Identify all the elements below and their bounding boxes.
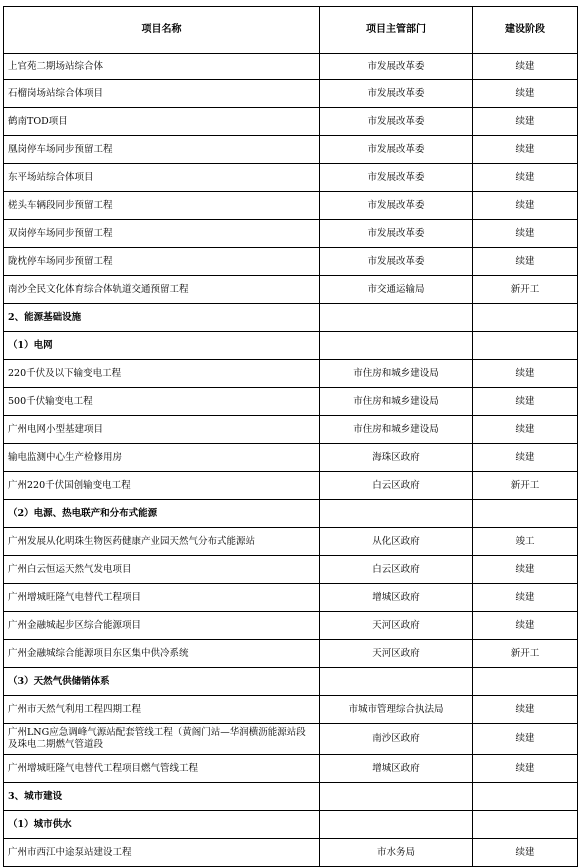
project-department — [320, 332, 473, 360]
project-name: 广州市西江中途泵站建设工程 — [4, 839, 320, 867]
project-stage: 续建 — [473, 192, 578, 220]
project-stage — [473, 500, 578, 528]
project-stage: 续建 — [473, 724, 578, 755]
project-stage: 新开工 — [473, 472, 578, 500]
project-name: 220千伏及以下输变电工程 — [4, 360, 320, 388]
project-name: 凰岗停车场同步预留工程 — [4, 136, 320, 164]
project-stage: 续建 — [473, 612, 578, 640]
section-title: （2）电源、热电联产和分布式能源 — [4, 500, 320, 528]
project-name: 广州LNG应急调峰气源站配套管线工程（黄阁门站—华润横沥能源站段及珠电二期燃气管道段 — [4, 724, 320, 755]
project-department: 海珠区政府 — [320, 444, 473, 472]
project-name: 广州电网小型基建项目 — [4, 416, 320, 444]
project-department: 白云区政府 — [320, 472, 473, 500]
project-stage — [473, 304, 578, 332]
section-title: 3、城市建设 — [4, 783, 320, 811]
table-row — [4, 220, 578, 248]
section-row — [4, 500, 578, 528]
project-department: 白云区政府 — [320, 556, 473, 584]
project-department: 增城区政府 — [320, 584, 473, 612]
project-stage: 续建 — [473, 755, 578, 783]
project-table — [3, 6, 578, 867]
project-name: 陇枕停车场同步预留工程 — [4, 248, 320, 276]
section-title: （1）城市供水 — [4, 811, 320, 839]
project-department: 市发展改革委 — [320, 248, 473, 276]
project-name: 东平场站综合体项目 — [4, 164, 320, 192]
table-row — [4, 360, 578, 388]
table-row — [4, 388, 578, 416]
project-stage: 新开工 — [473, 276, 578, 304]
project-name: 鹤南TOD项目 — [4, 108, 320, 136]
project-department — [320, 811, 473, 839]
project-stage: 续建 — [473, 556, 578, 584]
project-stage — [473, 332, 578, 360]
project-stage: 续建 — [473, 696, 578, 724]
project-stage — [473, 811, 578, 839]
project-name: 广州增城旺隆气电替代工程项目燃气管线工程 — [4, 755, 320, 783]
project-department — [320, 668, 473, 696]
project-name: 500千伏输变电工程 — [4, 388, 320, 416]
project-name: 广州金融城综合能源项目东区集中供冷系统 — [4, 640, 320, 668]
table-row — [4, 556, 578, 584]
project-stage — [473, 783, 578, 811]
project-stage: 竣工 — [473, 528, 578, 556]
project-department: 天河区政府 — [320, 612, 473, 640]
project-name: 上官苑二期场站综合体 — [4, 54, 320, 80]
table-row — [4, 54, 578, 80]
project-stage: 续建 — [473, 164, 578, 192]
project-department — [320, 500, 473, 528]
project-stage: 新开工 — [473, 640, 578, 668]
table-row — [4, 108, 578, 136]
section-title: 2、能源基础设施 — [4, 304, 320, 332]
table-row — [4, 80, 578, 108]
section-row — [4, 668, 578, 696]
project-stage: 续建 — [473, 108, 578, 136]
project-department: 市发展改革委 — [320, 164, 473, 192]
project-stage: 续建 — [473, 248, 578, 276]
project-department: 市住房和城乡建设局 — [320, 360, 473, 388]
project-name: 广州发展从化明珠生物医药健康产业园天然气分布式能源站 — [4, 528, 320, 556]
section-title: （1）电网 — [4, 332, 320, 360]
section-title: （3）天然气供储销体系 — [4, 668, 320, 696]
table-row — [4, 248, 578, 276]
section-row — [4, 332, 578, 360]
project-stage — [473, 668, 578, 696]
table-row — [4, 164, 578, 192]
project-name: 双岗停车场同步预留工程 — [4, 220, 320, 248]
project-stage: 续建 — [473, 360, 578, 388]
project-department: 市发展改革委 — [320, 136, 473, 164]
project-stage: 续建 — [473, 80, 578, 108]
table-row — [4, 472, 578, 500]
project-name: 广州白云恒运天然气发电项目 — [4, 556, 320, 584]
project-department: 市发展改革委 — [320, 54, 473, 80]
project-department: 市发展改革委 — [320, 108, 473, 136]
table-row — [4, 584, 578, 612]
table-row — [4, 755, 578, 783]
project-department: 市发展改革委 — [320, 80, 473, 108]
project-name: 输电监测中心生产检修用房 — [4, 444, 320, 472]
project-name: 广州220千伏国创输变电工程 — [4, 472, 320, 500]
project-department: 从化区政府 — [320, 528, 473, 556]
table-row — [4, 416, 578, 444]
section-row — [4, 304, 578, 332]
project-stage: 续建 — [473, 136, 578, 164]
project-stage: 续建 — [473, 416, 578, 444]
table-row — [4, 444, 578, 472]
header-project-name: 项目名称 — [4, 7, 320, 54]
table-row — [4, 696, 578, 724]
project-department: 市发展改革委 — [320, 192, 473, 220]
project-department: 增城区政府 — [320, 755, 473, 783]
project-stage: 续建 — [473, 584, 578, 612]
project-department: 市住房和城乡建设局 — [320, 416, 473, 444]
section-row — [4, 811, 578, 839]
project-department — [320, 304, 473, 332]
table-row — [4, 839, 578, 867]
project-name: 广州增城旺隆气电替代工程项目 — [4, 584, 320, 612]
project-stage: 续建 — [473, 54, 578, 80]
project-department: 市水务局 — [320, 839, 473, 867]
table-row — [4, 640, 578, 668]
project-stage: 续建 — [473, 839, 578, 867]
table-header-row — [4, 7, 578, 54]
project-department: 市城市管理综合执法局 — [320, 696, 473, 724]
project-name: 广州市天然气利用工程四期工程 — [4, 696, 320, 724]
table-row — [4, 724, 578, 755]
header-stage: 建设阶段 — [473, 7, 578, 54]
section-row — [4, 783, 578, 811]
project-department: 南沙区政府 — [320, 724, 473, 755]
project-name: 槎头车辆段同步预留工程 — [4, 192, 320, 220]
table-row — [4, 276, 578, 304]
project-stage: 续建 — [473, 388, 578, 416]
project-department: 市交通运输局 — [320, 276, 473, 304]
project-stage: 续建 — [473, 444, 578, 472]
table-row — [4, 528, 578, 556]
project-department: 市住房和城乡建设局 — [320, 388, 473, 416]
project-name: 石榴岗场站综合体项目 — [4, 80, 320, 108]
project-department — [320, 783, 473, 811]
project-stage: 续建 — [473, 220, 578, 248]
project-name: 南沙全民文化体育综合体轨道交通预留工程 — [4, 276, 320, 304]
table-row — [4, 136, 578, 164]
project-department: 市发展改革委 — [320, 220, 473, 248]
header-department: 项目主管部门 — [320, 7, 473, 54]
table-row — [4, 192, 578, 220]
table-row — [4, 612, 578, 640]
project-name: 广州金融城起步区综合能源项目 — [4, 612, 320, 640]
project-department: 天河区政府 — [320, 640, 473, 668]
